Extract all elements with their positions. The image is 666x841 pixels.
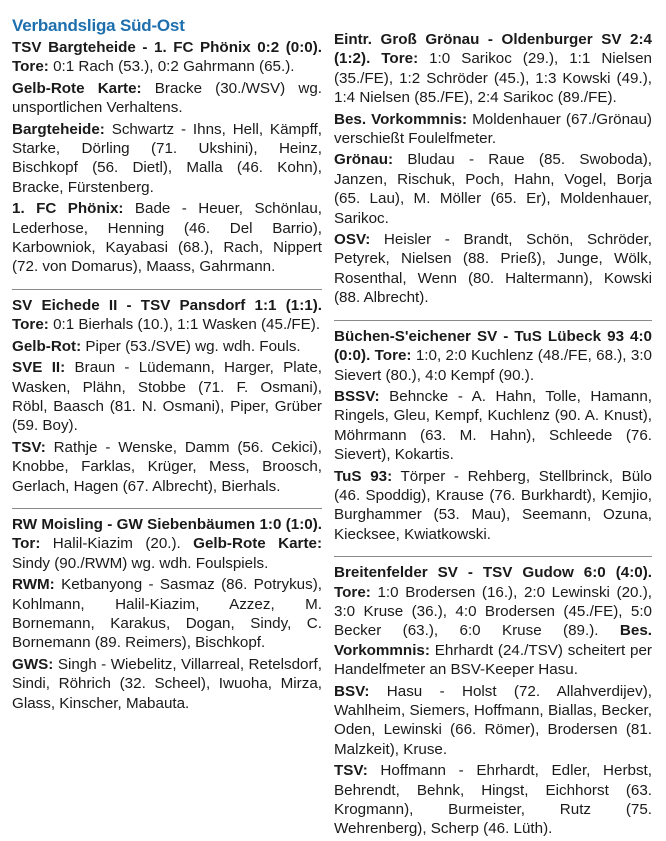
match-detail [334, 682, 652, 760]
match-detail [12, 120, 322, 198]
left-column [12, 0, 322, 715]
detail-label: BSV: [334, 682, 370, 700]
detail-label: TSV: [334, 762, 368, 780]
detail-text: Ehrhardt (24./TSV) scheitert per Handelfmeter an BSV-Keeper Hasu. [334, 641, 652, 679]
detail-label: Gelb-Rote Karte: [193, 535, 323, 553]
detail-label: Tore: [374, 347, 412, 365]
detail-label: RWM: [12, 576, 55, 594]
detail-label: 1. FC Phönix: [12, 200, 124, 218]
detail-label: GWS: [12, 655, 54, 673]
detail-text: 1:0 Sarikoc (29.), 1:1 Nielsen (35./FE), 1:2 Schröder (45.), 1:3 Kowski (49.), 1:4 Nielsen (85./FE), 2:4 Sarikoc (89./FE). [334, 50, 652, 107]
match-detail [12, 337, 322, 356]
detail-label: SVE II: [12, 359, 66, 377]
match-report [334, 30, 652, 308]
match-header [12, 296, 322, 335]
right-column [334, 0, 652, 841]
match-report [334, 327, 652, 544]
match-detail [12, 655, 322, 713]
detail-text: Sindy (90./RWM) wg. wdh. Foulspiels. [12, 554, 269, 572]
match-detail [12, 199, 322, 277]
match-title: TSV Bargteheide - 1. FC Phönix 0:2 (0:0). [12, 39, 322, 56]
match-detail [334, 387, 652, 465]
match-detail [12, 438, 322, 496]
game-separator [12, 289, 322, 290]
detail-label: Gelb-Rot: [12, 337, 82, 355]
detail-text: Schwartz - Ihns, Hell, Kämpff, Starke, Dörling (71. Ukshini), Heinz, Bischkopf (56. Dietl), Malla (46. Kohn), Bracke, Fürstenberg. [12, 120, 322, 196]
detail-text: Bade - Heuer, Schönlau, Lederhose, Henning (46. Del Barrio), Karbowniok, Kayabasi (68.), Rach, Nippert (72. von Domarus), Maass, Gahrmann. [12, 200, 322, 276]
detail-text: Piper (53./SVE) wg. wdh. Fouls. [81, 337, 301, 355]
detail-text: Moldenhauer (67./Grönau) verschießt Foulelfmeter. [334, 110, 652, 148]
match-report [334, 563, 652, 839]
detail-label: Bargteheide: [12, 120, 105, 138]
match-report [12, 38, 322, 277]
match-detail [334, 110, 652, 149]
detail-text: Behncke - A. Hahn, Tolle, Hamann, Ringels, Gleu, Kempf, Kuchlenz (90. A. Knust), Möhrmann (63. M. Hahn), Schleede (76. Sievert), Kokartis. [334, 387, 652, 464]
detail-text: Halil-Kiazim (20.). [40, 535, 194, 553]
detail-label: TuS 93: [334, 467, 393, 485]
detail-label: TSV: [12, 438, 46, 456]
match-title: Büchen-S'eichener SV - TuS Lübeck 93 4:0 (0:0). [334, 327, 652, 365]
match-report [12, 515, 322, 713]
game-separator [334, 320, 652, 321]
detail-text: Braun - Lüdemann, Harger, Plate, Wasken, Plähn, Stobbe (71. F. Osmani), Röbl, Baasch (81. N. Osmani), Piper, Grüber (59. Boy). [12, 359, 322, 435]
match-detail [12, 575, 322, 653]
right-games [334, 30, 652, 839]
left-games [12, 38, 322, 713]
detail-text: Ketbanyong - Sasmaz (86. Potrykus), Kohlmann, Halil-Kiazim, Azzez, M. Bornemann, Karakus, Dogan, Sindy, C. Bornemann (89. Reimers), Bischkopf. [12, 576, 322, 652]
match-header [334, 327, 652, 385]
match-header [334, 563, 652, 679]
game-separator [334, 556, 652, 557]
match-header [334, 30, 652, 108]
match-header [12, 38, 322, 77]
detail-text: Rathje - Wenske, Damm (56. Cekici), Knobbe, Farklas, Krüger, Mess, Broosch, Gerlach, Hagen (67. Albrecht), Bierhals. [12, 438, 322, 495]
detail-label: Tore: [381, 50, 419, 68]
detail-label: Bes. Vorkommnis: [334, 622, 652, 659]
match-report [12, 296, 322, 496]
detail-text: Törper - Rehberg, Stellbrinck, Bülo (46. Spoddig), Krause (76. Burkhardt), Kemjio, Burghammer (53. Mau), Seemann, Ozuna, Kiecksee, Kwiatkowski. [334, 467, 653, 543]
match-detail [334, 150, 652, 228]
match-detail [12, 79, 322, 118]
detail-text: 0:1 Rach (53.), 0:2 Gahrmann (65.). [48, 58, 295, 76]
detail-label: Bes. Vorkommnis: [334, 110, 468, 128]
match-title: Breitenfelder SV - TSV Gudow 6:0 (4:0). Tore: [334, 564, 652, 601]
match-title: Eintr. Groß Grönau - Oldenburger SV 2:4 (1:2). [334, 31, 652, 68]
detail-label: Tore: [12, 58, 49, 76]
detail-text: Heisler - Brandt, Schön, Schröder, Petyrek, Nielsen (88. Prieß), Junge, Wölk, Rosenthal, Wenn (80. Haltermann), Kowski (88. Albrecht). [334, 231, 652, 307]
match-detail [334, 761, 652, 839]
detail-text: Singh - Wiebelitz, Villarreal, Retelsdorf, Sindi, Röhrich (32. Scheel), Iwuoha, Mirza, Glass, Kinscher, Mabauta. [12, 655, 322, 712]
game-separator [12, 508, 322, 509]
match-detail [334, 467, 652, 545]
detail-label: BSSV: [334, 387, 380, 405]
match-title: RW Moisling - GW Siebenbäumen 1:0 (1:0). Tor: [12, 515, 322, 553]
match-detail [334, 230, 652, 308]
detail-text: Bracke (30./WSV) wg. unsportlichen Verhaltens. [12, 79, 323, 117]
match-header [12, 515, 322, 573]
detail-text: 0:1 Bierhals (10.), 1:1 Wasken (45./FE). [48, 316, 321, 334]
detail-label: OSV: [334, 231, 371, 249]
detail-label: Gelb-Rote Karte: [12, 79, 142, 97]
detail-text: 1:0, 2:0 Kuchlenz (48./FE, 68.), 3:0 Sievert (80.), 4:0 Kempf (90.). [334, 347, 652, 384]
league-title: Verbandsliga Süd-Ost [12, 16, 185, 35]
detail-text: 1:0 Brodersen (16.), 2:0 Lewinski (20.), 3:0 Kruse (36.), 4:0 Brodersen (45./FE), 5:0 Becker (63.), 6:0 Kruse (89.). [334, 583, 652, 640]
match-detail [12, 358, 322, 436]
detail-text: Hoffmann - Ehrhardt, Edler, Herbst, Behrendt, Behnk, Hingst, Eichhorst (63. Krogmann), Burmeister, Rutz (75. Wehrenberg), Scherp (46. Lüth). [334, 762, 652, 838]
detail-text: Bludau - Raue (85. Swoboda), Janzen, Rischuk, Poch, Hahn, Vogel, Borja (65. Lau), M. Möller (65. Er), Moldenhauer, Sarikoc. [334, 151, 652, 227]
match-title: SV Eichede II - TSV Pansdorf 1:1 (1:1). Tore: [12, 296, 322, 334]
detail-text: Hasu - Holst (72. Allahverdijev), Wahlheim, Siemers, Hoffmann, Biallas, Becker, Oden, Lewinski (66. Römer), Brodersen (81. Malzkeit), Kruse. [334, 682, 652, 758]
detail-label: Grönau: [334, 151, 394, 169]
